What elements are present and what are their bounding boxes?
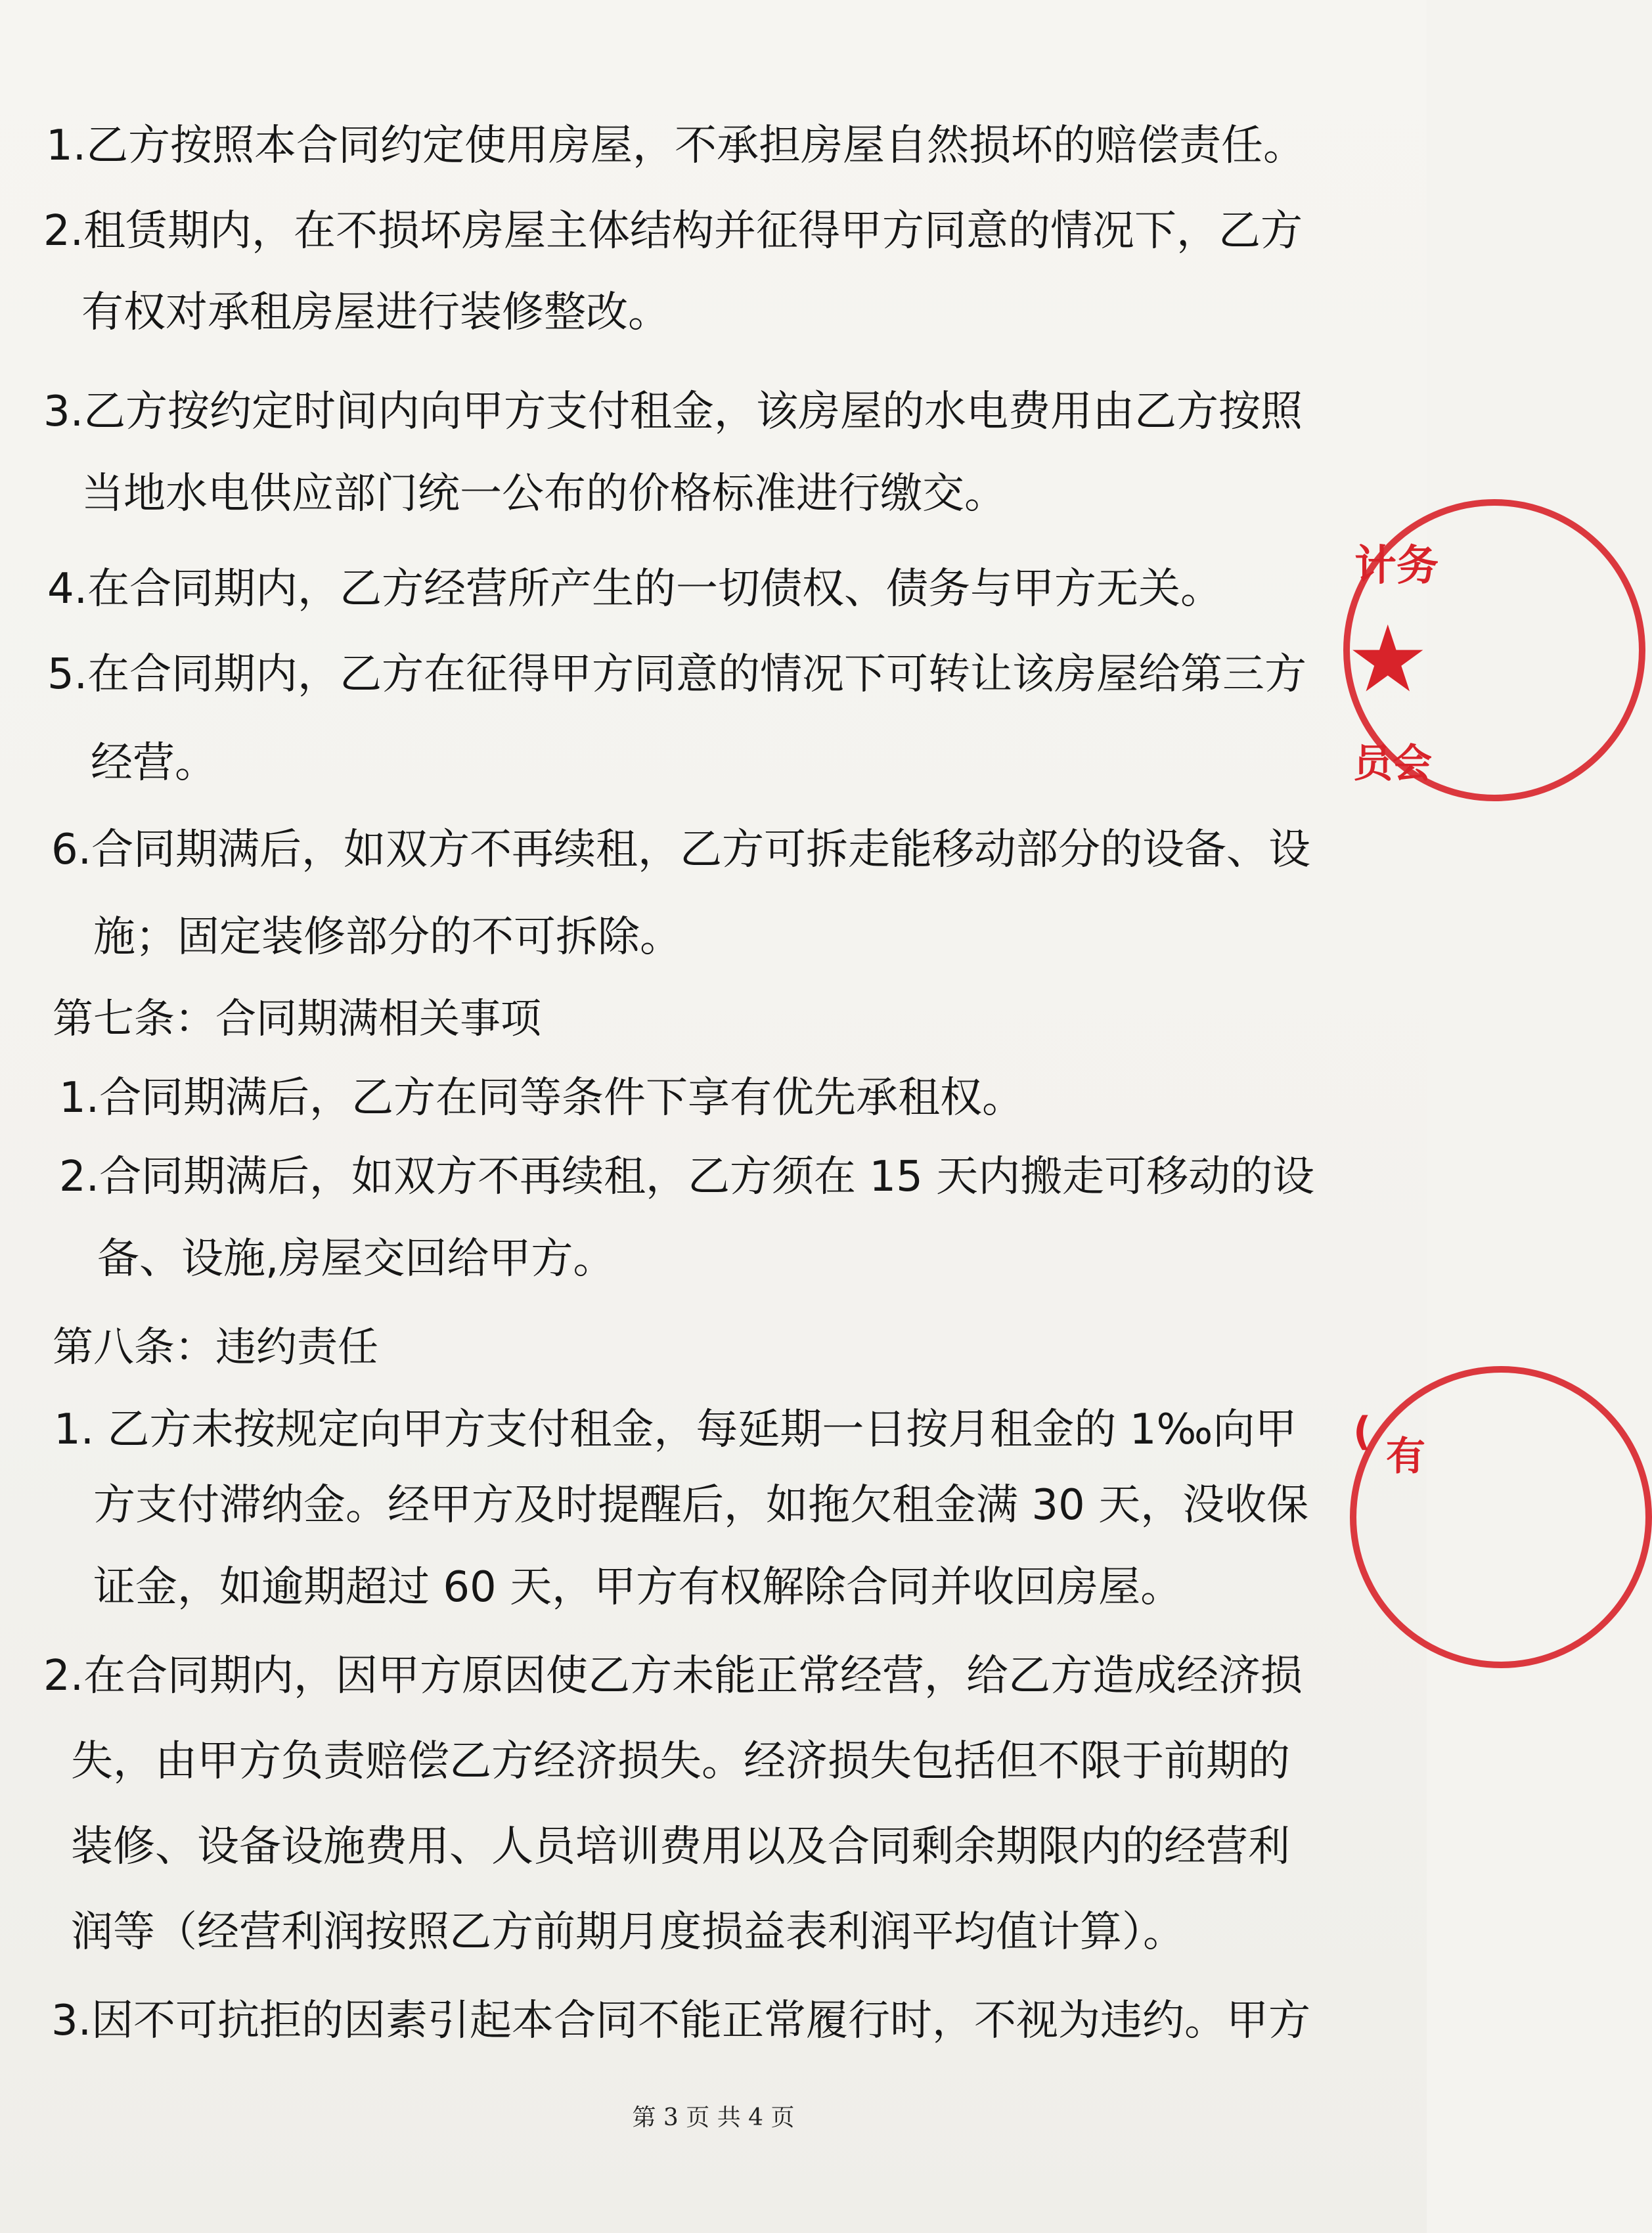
seal-bottom-text-2: 有 bbox=[1386, 1434, 1425, 1480]
line-19: 2.在合同期内，因甲方原因使乙方未能正常经营，给乙方造成经济损 bbox=[43, 1652, 1303, 1700]
line-3: 有权对承租房屋进行装修整改。 bbox=[81, 288, 670, 337]
line-7: 5.在合同期内，乙方在征得甲方同意的情况下可转让该房屋给第三方 bbox=[47, 650, 1307, 699]
seal-bottom-text-1: ( bbox=[1353, 1409, 1372, 1455]
line-21: 装修、设备设施费用、人员培训费用以及合同剩余期限内的经营利 bbox=[71, 1823, 1290, 1871]
line-12: 1.合同期满后，乙方在同等条件下享有优先承租权。 bbox=[59, 1074, 1025, 1122]
line-9: 6.合同期满后，如双方不再续租，乙方可拆走能移动部分的设备、设 bbox=[51, 826, 1311, 874]
line-10: 施；固定装修部分的不可拆除。 bbox=[93, 913, 682, 962]
article-7-heading: 第七条：合同期满相关事项 bbox=[53, 994, 542, 1042]
line-4: 3.乙方按约定时间内向甲方支付租金，该房屋的水电费用由乙方按照 bbox=[43, 387, 1303, 436]
seal-star-icon: ★ bbox=[1347, 606, 1429, 713]
line-22: 润等（经营利润按照乙方前期月度损益表利润平均值计算）。 bbox=[71, 1908, 1185, 1957]
official-seal-bottom bbox=[1350, 1366, 1652, 1668]
article-8-heading: 第八条：违约责任 bbox=[53, 1323, 379, 1371]
line-8: 经营。 bbox=[91, 739, 217, 787]
line-14: 备、设施,房屋交回给甲方。 bbox=[97, 1235, 615, 1283]
line-1: 1.乙方按照本合同约定使用房屋，不承担房屋自然损坏的赔偿责任。 bbox=[46, 122, 1306, 170]
line-5: 当地水电供应部门统一公布的价格标准进行缴交。 bbox=[81, 470, 1006, 518]
line-16: 1. 乙方未按规定向甲方支付租金，每延期一日按月租金的 1‰向甲 bbox=[54, 1405, 1297, 1454]
line-6: 4.在合同期内，乙方经营所产生的一切债权、债务与甲方无关。 bbox=[47, 565, 1223, 613]
line-18: 证金，如逾期超过 60 天，甲方有权解除合同并收回房屋。 bbox=[93, 1563, 1183, 1612]
line-2: 2.租赁期内，在不损坏房屋主体结构并征得甲方同意的情况下，乙方 bbox=[43, 207, 1303, 255]
seal-top-text-1: 计务 bbox=[1354, 542, 1439, 590]
seal-top-text-2: 员会 bbox=[1353, 741, 1432, 787]
line-13: 2.合同期满后，如双方不再续租，乙方须在 15 天内搬走可移动的设 bbox=[59, 1153, 1315, 1201]
page-number-footer: 第 3 页 共 4 页 bbox=[632, 2104, 795, 2131]
line-17: 方支付滞纳金。经甲方及时提醒后，如拖欠租金满 30 天，没收保 bbox=[93, 1481, 1309, 1530]
line-20: 失，由甲方负责赔偿乙方经济损失。经济损失包括但不限于前期的 bbox=[71, 1737, 1290, 1786]
line-23: 3.因不可抗拒的因素引起本合同不能正常履行时，不视为违约。甲方 bbox=[51, 1997, 1311, 2045]
